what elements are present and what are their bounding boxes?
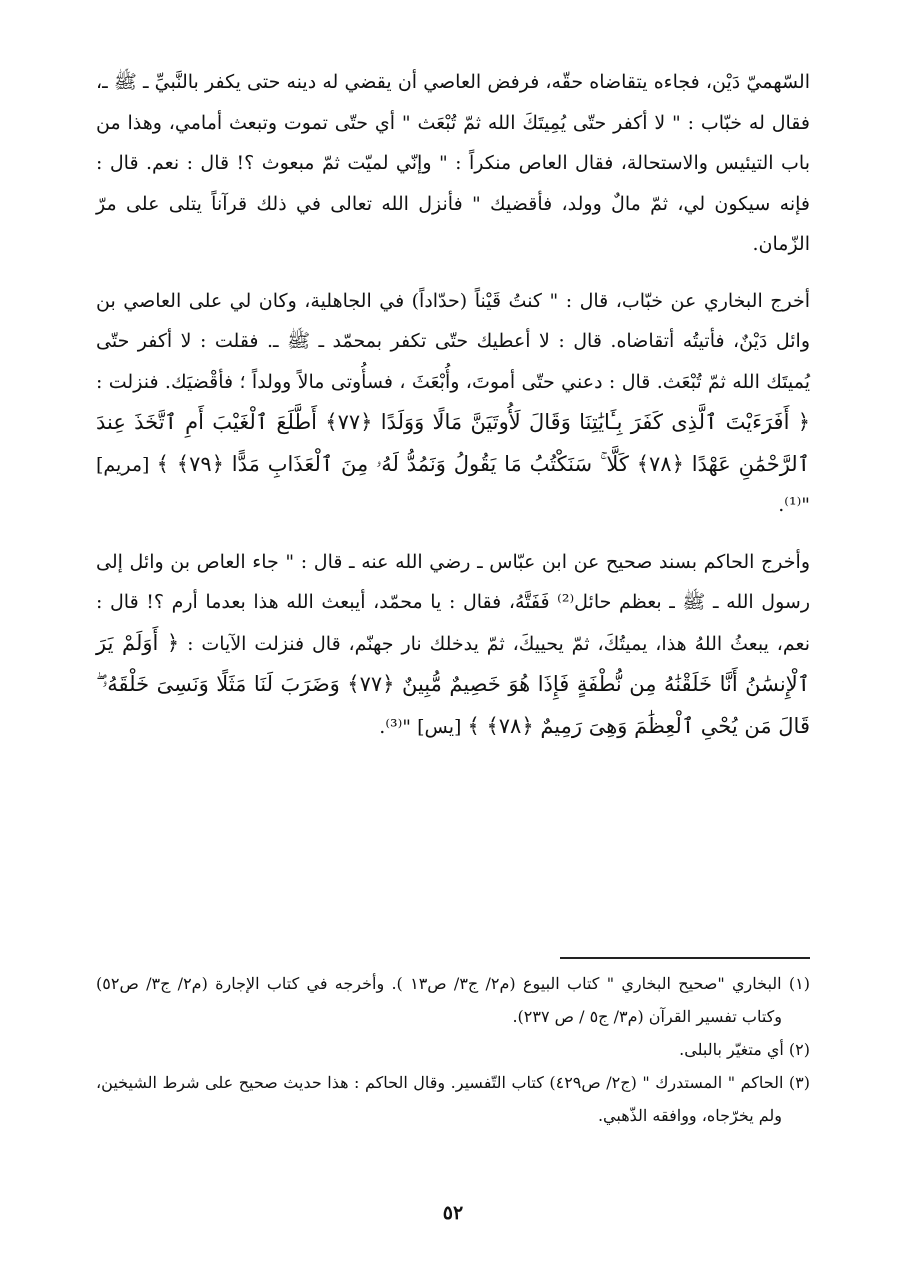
paragraph-1-text: السّهميّ دَيْن، فجاءه يتقاضاه حقّه، فرفض العاصي أن يقضي له دينه حتى يكفر بالنَّبيِّ ـ ﷺ ـ، فقال له خبّاب : " لا أكفر حتّى يُمِيتَكَ الله ثمّ تُبْعَث " أي حتّى تموت وتبعث أمامي، وهذا من باب التيئيس والاستحالة، فقال العاص منكراً : " وإنّي لميّت ثمّ مبعوث ؟! قال : نعم. قال : فإنه سيكون لي، ثمّ مالٌ وولد، فأقضيك " فأنزل الله تعالى في ذلك قرآناً يتلى على مرّ الزّمان. (96, 71, 810, 255)
page-number: ٥٢ (442, 1202, 464, 1224)
surah-reference-yasin: [يس] "⁽³⁾. (379, 715, 462, 738)
document-page (96, 62, 810, 1242)
footnote-2: (٢) أي متغيّر بالبلى. (679, 1040, 810, 1059)
quran-verse-yasin: ﴿ أَوَلَمْ يَرَ ٱلْإِنسَٰنُ أَنَّا خَلَقْنَٰهُ مِن نُّطْفَةٍ فَإِذَا هُوَ خَصِيمٌ مُّبِينٌ ﴿٧٧﴾ وَضَرَبَ لَنَا مَثَلًا وَنَسِىَ خَلْقَهُۥ ۖ قَالَ مَن يُحْىِ ٱلْعِظَٰمَ وَهِىَ رَمِيمٌ ﴿٧٨﴾ ﴾ (96, 630, 810, 738)
paragraph-3 (96, 542, 810, 748)
footnotes (96, 967, 810, 1132)
footnote-3: (٣) الحاكم " المستدرك " (ج٢/ ص٤٢٩) كتاب التّفسير. وقال الحاكم : هذا حديث صحيح على شرط الشيخين، ولم يخرّجاه، ووافقه الذّهبي. (96, 1073, 811, 1125)
surah-reference-maryam: [مريم] "⁽¹⁾. (96, 453, 810, 516)
paragraph-3-text: وأخرج الحاكم بسند صحيح عن ابن عبّاس ـ رضي الله عنه ـ قال : " جاء العاص بن وائل إلى رسول الله ـ ﷺ ـ بعظم حائل⁽²⁾ فَفَتَّهُ، فقال : يا محمّد، أيبعث الله هذا بعدما أرم ؟! قال : نعم، يبعثُ اللهُ هذا، يميتُكَ، ثمّ يحييكَ، ثمّ يدخلك نار جهنّم، قال فنزلت الآيات : (96, 550, 810, 655)
paragraph-2 (96, 281, 810, 526)
footnote-1: (١) البخاري "صحيح البخاري " كتاب البيوع (م٢/ ج٣/ ص١٣ ). وأخرجه في كتاب الإجارة (م٢/ ج٣/ ص٥٢) وكتاب تفسير القرآن (م٣/ ج٥ / ص ٢٣٧). (96, 974, 810, 1026)
footnote-divider (560, 957, 810, 959)
paragraph-1 (96, 62, 810, 265)
paragraph-2-text: أخرج البخاري عن خبّاب، قال : " كنتُ قَيْناً (حدّاداً) في الجاهلية، وكان لي على العاصي بن وائل دَيْنٌ، فأتيتُه أتقاضاه. قال : لا أعطيك حتّى تكفر بمحمّد ـ ﷺ ـ. فقلت : لا أكفر حتّى يُميتَك الله ثمّ تُبْعَث. قال : دعني حتّى أموتَ، وأُبْعَثَ ، فسأُوتى مالاً وولداً ؛ فأقْضيَك. فنزلت : (96, 289, 810, 393)
quran-verse-maryam: ﴿ أَفَرَءَيْتَ ٱلَّذِى كَفَرَ بِـَٔايَٰتِنَا وَقَالَ لَأُوتَيَنَّ مَالًا وَوَلَدًا ﴿٧٧﴾ أَطَّلَعَ ٱلْغَيْبَ أَمِ ٱتَّخَذَ عِندَ ٱلرَّحْمَٰنِ عَهْدًا ﴿٧٨﴾ كَلَّا ۚ سَنَكْتُبُ مَا يَقُولُ وَنَمُدُّ لَهُۥ مِنَ ٱلْعَذَابِ مَدًّا ﴿٧٩﴾ ﴾ (96, 410, 811, 476)
main-text (96, 62, 810, 747)
